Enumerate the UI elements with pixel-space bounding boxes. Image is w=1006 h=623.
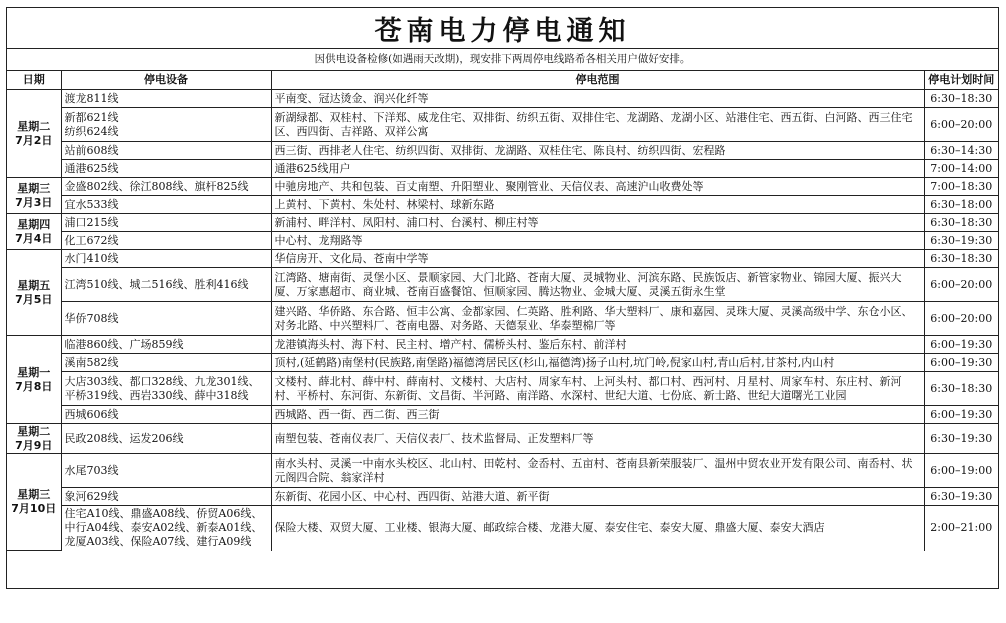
area-cell: 文楼村、薛北村、薛中村、薛南村、文楼村、大店村、周家车村、上河头村、都口村、西河村、月星村、周家车村、东庄村、新河村、平桥村、东河街、东新街、文昌街、半河路、南洋路、水深村、世纪大道、七份底、新士路、世纪大道曙光工业园 <box>271 372 924 406</box>
time-cell: 6:00–19:30 <box>924 354 998 372</box>
time-cell: 6:30–18:30 <box>924 250 998 268</box>
area-cell: 江湾路、塘南街、灵堡小区、景顺家园、大门北路、苍南大厦、灵城物业、河滨东路、民族饭店、新管家物业、锦园大厦、振兴大厦、万家惠超市、商业城、苍南百盛餐馆、恒顺家园、腾达物业、金城大厦、灵溪五街永生堂 <box>271 268 924 302</box>
equipment-cell: 新都621线 纺织624线 <box>61 108 271 142</box>
time-cell: 6:30–18:30 <box>924 90 998 108</box>
area-cell: 通港625线用户 <box>271 160 924 178</box>
area-cell: 保险大楼、双贸大厦、工业楼、银海大厦、邮政综合楼、龙港大厦、泰安住宅、泰安大厦、鼎盛大厦、泰安大酒店 <box>271 506 924 551</box>
weekday-label: 星期二 <box>17 119 51 133</box>
time-cell: 6:30–18:30 <box>924 214 998 232</box>
time-cell: 7:00–18:30 <box>924 178 998 196</box>
weekday-label: 星期五 <box>17 278 51 292</box>
area-cell: 顶村,(延鹤路)南堡村(民族路,南堡路)福德湾居民区(杉山,福德湾)扬子山村,坑门岭,倪家山村,青山后村,甘茶村,内山村 <box>271 354 924 372</box>
equipment-cell: 化工672线 <box>61 232 271 250</box>
area-cell: 东新街、花园小区、中心村、西四街、站港大道、新平街 <box>271 488 924 506</box>
header-area: 停电范围 <box>271 71 924 90</box>
table-row <box>7 336 998 354</box>
equipment-cell: 华侨708线 <box>61 302 271 336</box>
day-cell <box>7 214 61 250</box>
equipment-cell: 溪南582线 <box>61 354 271 372</box>
table-row <box>7 160 998 178</box>
equipment-cell: 水尾703线 <box>61 454 271 488</box>
table-row <box>7 142 998 160</box>
time-cell: 6:30–19:30 <box>924 488 998 506</box>
area-cell: 新浦村、畔洋村、凤阳村、浦口村、台溪村、柳庄村等 <box>271 214 924 232</box>
area-cell: 龙港镇海头村、海下村、民主村、增产村、儒桥头村、鉴后东村、前洋村 <box>271 336 924 354</box>
day-cell <box>7 454 61 551</box>
date-label: 7月4日 <box>15 231 53 245</box>
date-label: 7月2日 <box>15 133 53 147</box>
equipment-cell: 浦口215线 <box>61 214 271 232</box>
weekday-label: 星期三 <box>17 488 51 501</box>
time-cell: 6:30–18:00 <box>924 196 998 214</box>
equipment-cell: 西城606线 <box>61 406 271 424</box>
day-cell <box>7 250 61 336</box>
weekday-label: 星期一 <box>17 365 51 379</box>
equipment-cell: 通港625线 <box>61 160 271 178</box>
weekday-label: 星期二 <box>17 424 51 438</box>
equipment-cell: 渡龙811线 <box>61 90 271 108</box>
table-row <box>7 108 998 142</box>
time-cell: 6:30–14:30 <box>924 142 998 160</box>
date-label: 7月3日 <box>15 195 53 209</box>
table-row <box>7 250 998 268</box>
outage-table <box>7 71 998 551</box>
area-cell: 西三街、西排老人住宅、纺织四街、双排街、龙湖路、双桂住宅、陈良村、纺织四街、宏程路 <box>271 142 924 160</box>
time-cell: 7:00–14:00 <box>924 160 998 178</box>
table-row <box>7 232 998 250</box>
area-cell: 中驰房地产、共和包装、百丈南塑、升阳塑业、聚刚管业、天信仪表、高速沪山收费处等 <box>271 178 924 196</box>
time-cell: 6:30–18:30 <box>924 372 998 406</box>
table-row <box>7 268 998 302</box>
area-cell: 上黄村、下黄村、朱处村、林梁村、球新东路 <box>271 196 924 214</box>
date-label: 7月10日 <box>11 502 57 515</box>
table-row <box>7 372 998 406</box>
time-cell: 6:30–19:30 <box>924 424 998 454</box>
header-equipment: 停电设备 <box>61 71 271 90</box>
time-cell: 6:00–20:00 <box>924 268 998 302</box>
table-row <box>7 406 998 424</box>
day-cell <box>7 424 61 454</box>
table-row <box>7 178 998 196</box>
area-cell: 平南变、冠达烫金、润兴化纤等 <box>271 90 924 108</box>
equipment-cell: 水门410线 <box>61 250 271 268</box>
table-header-row <box>7 71 998 90</box>
table-row <box>7 302 998 336</box>
table-row <box>7 454 998 488</box>
weekday-label: 星期四 <box>17 217 51 231</box>
equipment-cell: 金盛802线、徐江808线、旗杆825线 <box>61 178 271 196</box>
equipment-cell: 大店303线、都口328线、九龙301线、平桥319线、西岩330线、薛中318线 <box>61 372 271 406</box>
page-title: 苍南电力停电通知 <box>7 8 998 49</box>
equipment-cell: 象河629线 <box>61 488 271 506</box>
date-label: 7月9日 <box>15 438 53 452</box>
equipment-cell: 江湾510线、城二516线、胜利416线 <box>61 268 271 302</box>
area-cell: 南塑包装、苍南仪表厂、天信仪表厂、技术监督局、正发塑料厂等 <box>271 424 924 454</box>
area-cell: 新湖绿都、双桂村、下洋郑、威龙住宅、双排街、纺织五街、双排住宅、龙湖路、龙湖小区、站港住宅、西五街、白河路、西三住宅区、西四街、吉祥路、双祥公寓 <box>271 108 924 142</box>
outage-notice-sheet <box>6 7 999 589</box>
table-row <box>7 196 998 214</box>
table-row <box>7 90 998 108</box>
day-cell <box>7 90 61 178</box>
weekday-label: 星期三 <box>17 181 51 195</box>
time-cell: 6:30–19:30 <box>924 232 998 250</box>
date-label: 7月5日 <box>15 292 53 306</box>
time-cell: 6:00–19:30 <box>924 336 998 354</box>
time-cell: 6:00–19:00 <box>924 454 998 488</box>
time-cell: 6:00–20:00 <box>924 302 998 336</box>
time-cell: 2:00–21:00 <box>924 506 998 551</box>
area-cell: 南水头村、灵溪一中南水头校区、北山村、田乾村、金岙村、五亩村、苍南县新荣服装厂、温州中贸农业开发有限公司、南岙村、状元阁四合院、翁家洋村 <box>271 454 924 488</box>
day-cell <box>7 336 61 424</box>
area-cell: 西城路、西一街、西二街、西三街 <box>271 406 924 424</box>
equipment-cell: 住宅A10线、鼎盛A08线、侨贸A06线、中行A04线、泰安A02线、新泰A01线、龙厦A03线、保险A07线、建行A09线 <box>61 506 271 551</box>
area-cell: 中心村、龙翔路等 <box>271 232 924 250</box>
header-date: 日期 <box>7 71 61 90</box>
header-time: 停电计划时间 <box>924 71 998 90</box>
table-row <box>7 354 998 372</box>
table-row <box>7 506 998 551</box>
time-cell: 6:00–20:00 <box>924 108 998 142</box>
day-cell <box>7 178 61 214</box>
date-label: 7月8日 <box>15 379 53 393</box>
table-row <box>7 488 998 506</box>
table-row <box>7 424 998 454</box>
equipment-cell: 临港860线、广场859线 <box>61 336 271 354</box>
area-cell: 华信房开、文化局、苍南中学等 <box>271 250 924 268</box>
equipment-cell: 民政208线、运发206线 <box>61 424 271 454</box>
area-cell: 建兴路、华侨路、东合路、恒丰公寓、金都家园、仁英路、胜利路、华大塑料厂、康和嘉园、灵珠大厦、灵溪高级中学、东仓小区、对务北路、中兴塑料厂、苍南电器、对务路、天德泵业、华泰塑棉厂等 <box>271 302 924 336</box>
equipment-cell: 宜水533线 <box>61 196 271 214</box>
notice-text: 因供电设备检修(如遇雨天改期)，现安排下两周停电线路希各相关用户做好安排。 <box>7 49 998 71</box>
table-row <box>7 214 998 232</box>
time-cell: 6:00–19:30 <box>924 406 998 424</box>
equipment-cell: 站前608线 <box>61 142 271 160</box>
